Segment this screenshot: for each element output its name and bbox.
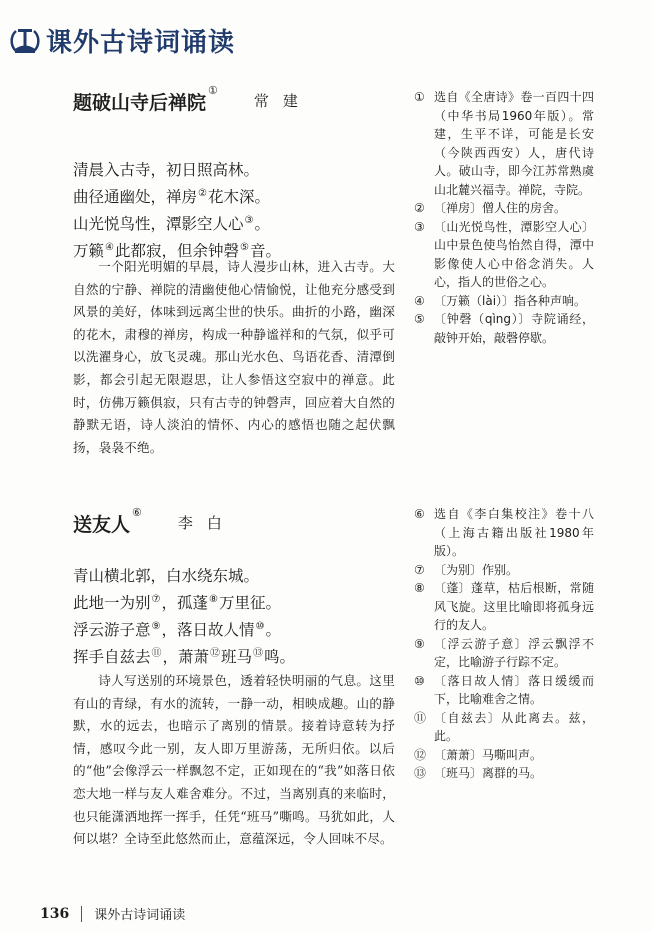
footnote-item — [414, 764, 594, 783]
footnote-marker: ⑬ — [253, 648, 264, 659]
footnote-marker: ⑪ — [151, 648, 162, 659]
footnote-number: ⑤ — [414, 312, 425, 326]
poem-line: 青山横北郭，白水绕东城。 — [73, 567, 260, 585]
poem-lines — [73, 564, 295, 669]
divider — [81, 906, 82, 922]
poem-line: 万籁④此都寂，但余钟磬⑤音。 — [73, 242, 281, 260]
poem-title-row — [73, 506, 236, 537]
footnote-text: 〔钟磬（qìng）〕寺院诵经，敲钟开始，敲磬停歇。 — [434, 312, 594, 345]
footnote-marker: ① — [208, 84, 218, 97]
section-title: 课外古诗词诵读 — [46, 28, 236, 58]
footnote-marker: ② — [198, 188, 207, 199]
poem-line: 山光悦鸟性，潭影空人心③。 — [73, 215, 270, 233]
footnote-number: ② — [414, 201, 425, 215]
footnote-marker: ⑫ — [210, 648, 221, 659]
footnote-item — [414, 310, 594, 347]
footnote-item — [414, 561, 594, 580]
footnote-number: ⑩ — [414, 673, 425, 688]
poem-line: 浮云游子意⑨，落日故人情⑩。 — [73, 621, 281, 639]
footnote-marker: ③ — [244, 215, 254, 226]
page-header — [10, 22, 235, 59]
footnote-item — [414, 199, 594, 218]
footnote-item — [414, 579, 594, 635]
footnote-number: ④ — [414, 293, 425, 308]
poem-line: 清晨入古寺，初日照高林。 — [73, 161, 260, 179]
footnote-marker: ⑧ — [209, 594, 218, 605]
footnote-text: 〔万籁（lài）〕指各种声响。 — [434, 293, 587, 308]
footnote-item — [414, 218, 594, 292]
footnote-text: 〔禅房〕僧人住的房舍。 — [434, 201, 567, 215]
footnote-text: 〔蓬〕蓬草，枯后根断，常随风飞旋。这里比喻即将孤身远行的友人。 — [434, 581, 594, 632]
footnote-item — [414, 505, 594, 561]
poem-lines — [73, 158, 281, 263]
footnote-marker: ⑩ — [255, 621, 265, 632]
footnote-text: 〔自兹去〕从此离去。兹，此。 — [434, 710, 594, 743]
footnote-number: ⑬ — [414, 766, 427, 780]
poem-line: 此地一为别⑦，孤蓬⑧万里征。 — [73, 594, 281, 612]
footnote-text: 〔山光悦鸟性，潭影空人心〕山中景色使鸟怡然自得，潭中影像使人心中俗念消失。人心，指人的世俗之心。 — [434, 219, 594, 289]
poem-title-row — [73, 84, 312, 115]
poem-commentary: 诗人写送别的环境景色，透着轻快明丽的气息。这里有山的青绿，有水的流转，一静一动，相映成趣。山的静默，水的远去，也暗示了离别的情景。接着诗意转为抒情，感叹今此一别，友人即万里游荡，无所归依。以后的“他”会像浮云一样飘忽不定，正如现在的“我”如落日依恋大地一样与友人难舍难分。不过，当离别真的来临时，也只能潇洒地挥一挥手，任凭“班马”嘶鸣。马犹如此，人何以堪？全诗至此悠然而止，意蕴深远，令人回味不尽。 — [73, 673, 395, 847]
footnote-marker: ⑤ — [240, 242, 249, 253]
footnote-number: ⑦ — [414, 562, 425, 577]
footnote-text: 〔班马〕离群的马。 — [434, 766, 543, 780]
footnote-marker: ⑥ — [132, 506, 142, 519]
footnote-number: ⑧ — [414, 581, 425, 595]
page-footer — [40, 904, 185, 923]
footnote-item — [414, 746, 594, 765]
footnote-number: ⑥ — [414, 507, 425, 521]
poem-commentary: 一个阳光明媚的早晨，诗人漫步山林，进入古寺。大自然的宁静、禅院的清幽使他心情愉悦，让他充分感受到风景的美好，体味到远离尘世的快乐。曲折的小路，幽深的花木，肃穆的禅房，构成一种静谧祥和的气氛，似乎可以洗濯身心，放飞灵魂。那山光水色、鸟语花香、清潭倒影，都会引起无限遐思，让人参悟这空寂中的禅意。此时，仿佛万籁俱寂，只有古寺的钟磬声，回应着大自然的静默无语，诗人淡泊的情怀、内心的感悟也随之起伏飘扬，袅袅不绝。 — [73, 259, 395, 455]
poem-author: 李白 — [177, 514, 236, 532]
footnote-item — [414, 292, 594, 311]
poem-title: 题破山寺后禅院 — [73, 92, 207, 114]
footnote-item — [414, 709, 594, 746]
poem-line: 曲径通幽处，禅房②花木深。 — [73, 188, 270, 206]
footnote-text: 〔落日故人情〕落日缓缓而下，比喻难舍之情。 — [434, 673, 594, 706]
footnote-marker: ⑦ — [151, 594, 161, 605]
footnotes — [414, 88, 594, 347]
footnote-item — [414, 88, 594, 199]
footnote-number: ⑫ — [414, 747, 427, 762]
footnote-marker: ④ — [105, 242, 114, 253]
footnote-text: 〔为别〕作别。 — [434, 562, 519, 577]
footnote-number: ⑨ — [414, 636, 425, 651]
footnote-item — [414, 672, 594, 709]
footnote-text: 〔浮云游子意〕浮云飘浮不定，比喻游子行踪不定。 — [434, 636, 594, 669]
page-number: 136 — [40, 905, 70, 922]
footnote-item — [414, 635, 594, 672]
compass-circle-icon — [10, 25, 40, 57]
footnote-text: 选自《李白集校注》卷十八（上海古籍出版社1980年版）。 — [434, 507, 594, 558]
poem-title: 送友人 — [73, 514, 131, 536]
footnote-text: 选自《全唐诗》卷一百四十四（中华书局1960年版）。常建，生平不详，可能是长安（今陕西西安）人，唐代诗人。破山寺，即今江苏常熟虞山北麓兴福寺。禅院，寺院。 — [434, 90, 594, 197]
poem-author: 常建 — [253, 92, 312, 110]
poem-line: 挥手自兹去⑪，萧萧⑫班马⑬鸣。 — [73, 648, 296, 666]
footnote-number: ③ — [414, 219, 425, 234]
footnotes — [414, 505, 594, 783]
footnote-text: 〔萧萧〕马嘶叫声。 — [434, 747, 543, 762]
footnote-number: ① — [414, 90, 425, 104]
footnote-marker: ⑨ — [151, 621, 161, 632]
footer-section: 课外古诗词诵读 — [94, 908, 186, 923]
footnote-number: ⑪ — [414, 710, 427, 725]
